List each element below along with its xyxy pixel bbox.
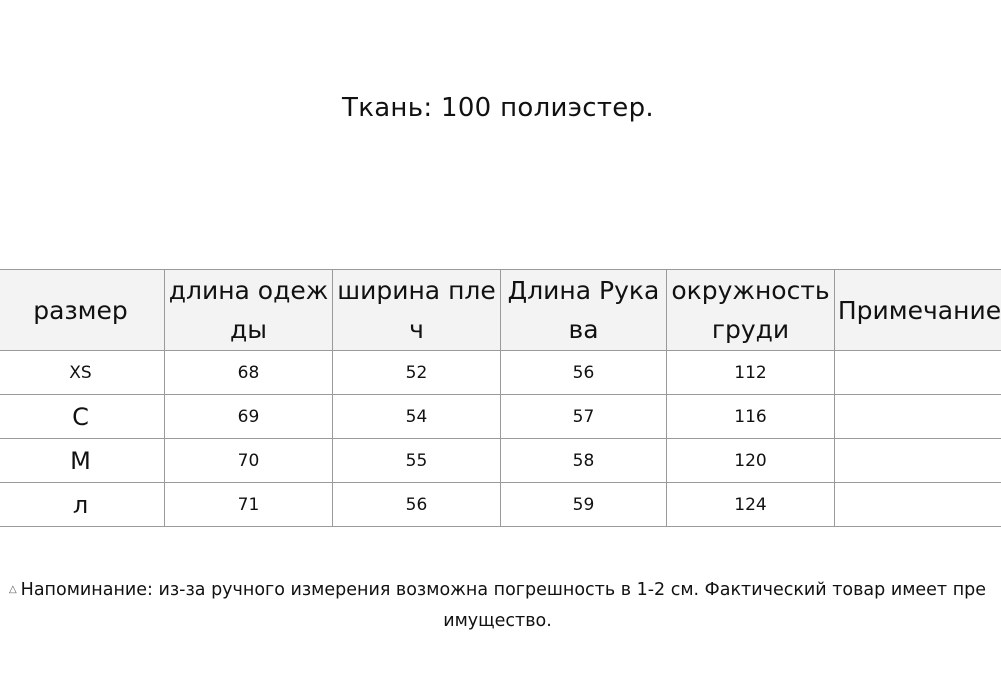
note-cell bbox=[835, 483, 1001, 527]
garment-length-cell: 70 bbox=[165, 439, 333, 483]
chest-cell: 120 bbox=[667, 439, 835, 483]
header-size: размер bbox=[0, 270, 165, 351]
table-row bbox=[0, 439, 1001, 483]
garment-length-cell: 71 bbox=[165, 483, 333, 527]
shoulder-width-cell: 54 bbox=[333, 395, 501, 439]
size-cell: XS bbox=[0, 351, 165, 395]
chest-cell: 124 bbox=[667, 483, 835, 527]
table-row bbox=[0, 351, 1001, 395]
reminder-line-2: имущество. bbox=[443, 611, 552, 631]
note-cell bbox=[835, 395, 1001, 439]
chest-cell: 112 bbox=[667, 351, 835, 395]
sleeve-length-cell: 56 bbox=[501, 351, 667, 395]
size-chart-table bbox=[0, 269, 1001, 527]
measurement-reminder bbox=[0, 574, 1001, 637]
header-shoulder-width: ширина плеч bbox=[333, 270, 501, 351]
sleeve-length-cell: 58 bbox=[501, 439, 667, 483]
size-cell: л bbox=[0, 483, 165, 527]
size-cell: С bbox=[0, 395, 165, 439]
chest-cell: 116 bbox=[667, 395, 835, 439]
garment-length-cell: 69 bbox=[165, 395, 333, 439]
shoulder-width-cell: 52 bbox=[333, 351, 501, 395]
note-cell bbox=[835, 439, 1001, 483]
table-row bbox=[0, 483, 1001, 527]
sleeve-length-cell: 57 bbox=[501, 395, 667, 439]
header-garment-length: длина одежды bbox=[165, 270, 333, 351]
header-note: Примечание bbox=[835, 270, 1001, 351]
table-header-row bbox=[0, 270, 1001, 351]
reminder-text-1: Напоминание: из-за ручного измерения возможна погрешность в 1-2 см. Фактический товар имеет пре bbox=[20, 580, 987, 600]
size-cell: М bbox=[0, 439, 165, 483]
header-chest: окружность груди bbox=[667, 270, 835, 351]
table-row bbox=[0, 395, 1001, 439]
shoulder-width-cell: 56 bbox=[333, 483, 501, 527]
warning-triangle-icon: △ bbox=[8, 584, 17, 595]
reminder-line-1 bbox=[0, 574, 1001, 606]
garment-length-cell: 68 bbox=[165, 351, 333, 395]
fabric-composition: Ткань: 100 полиэстер. bbox=[342, 93, 654, 123]
sleeve-length-cell: 59 bbox=[501, 483, 667, 527]
note-cell bbox=[835, 351, 1001, 395]
header-sleeve-length: Длина Рукава bbox=[501, 270, 667, 351]
shoulder-width-cell: 55 bbox=[333, 439, 501, 483]
